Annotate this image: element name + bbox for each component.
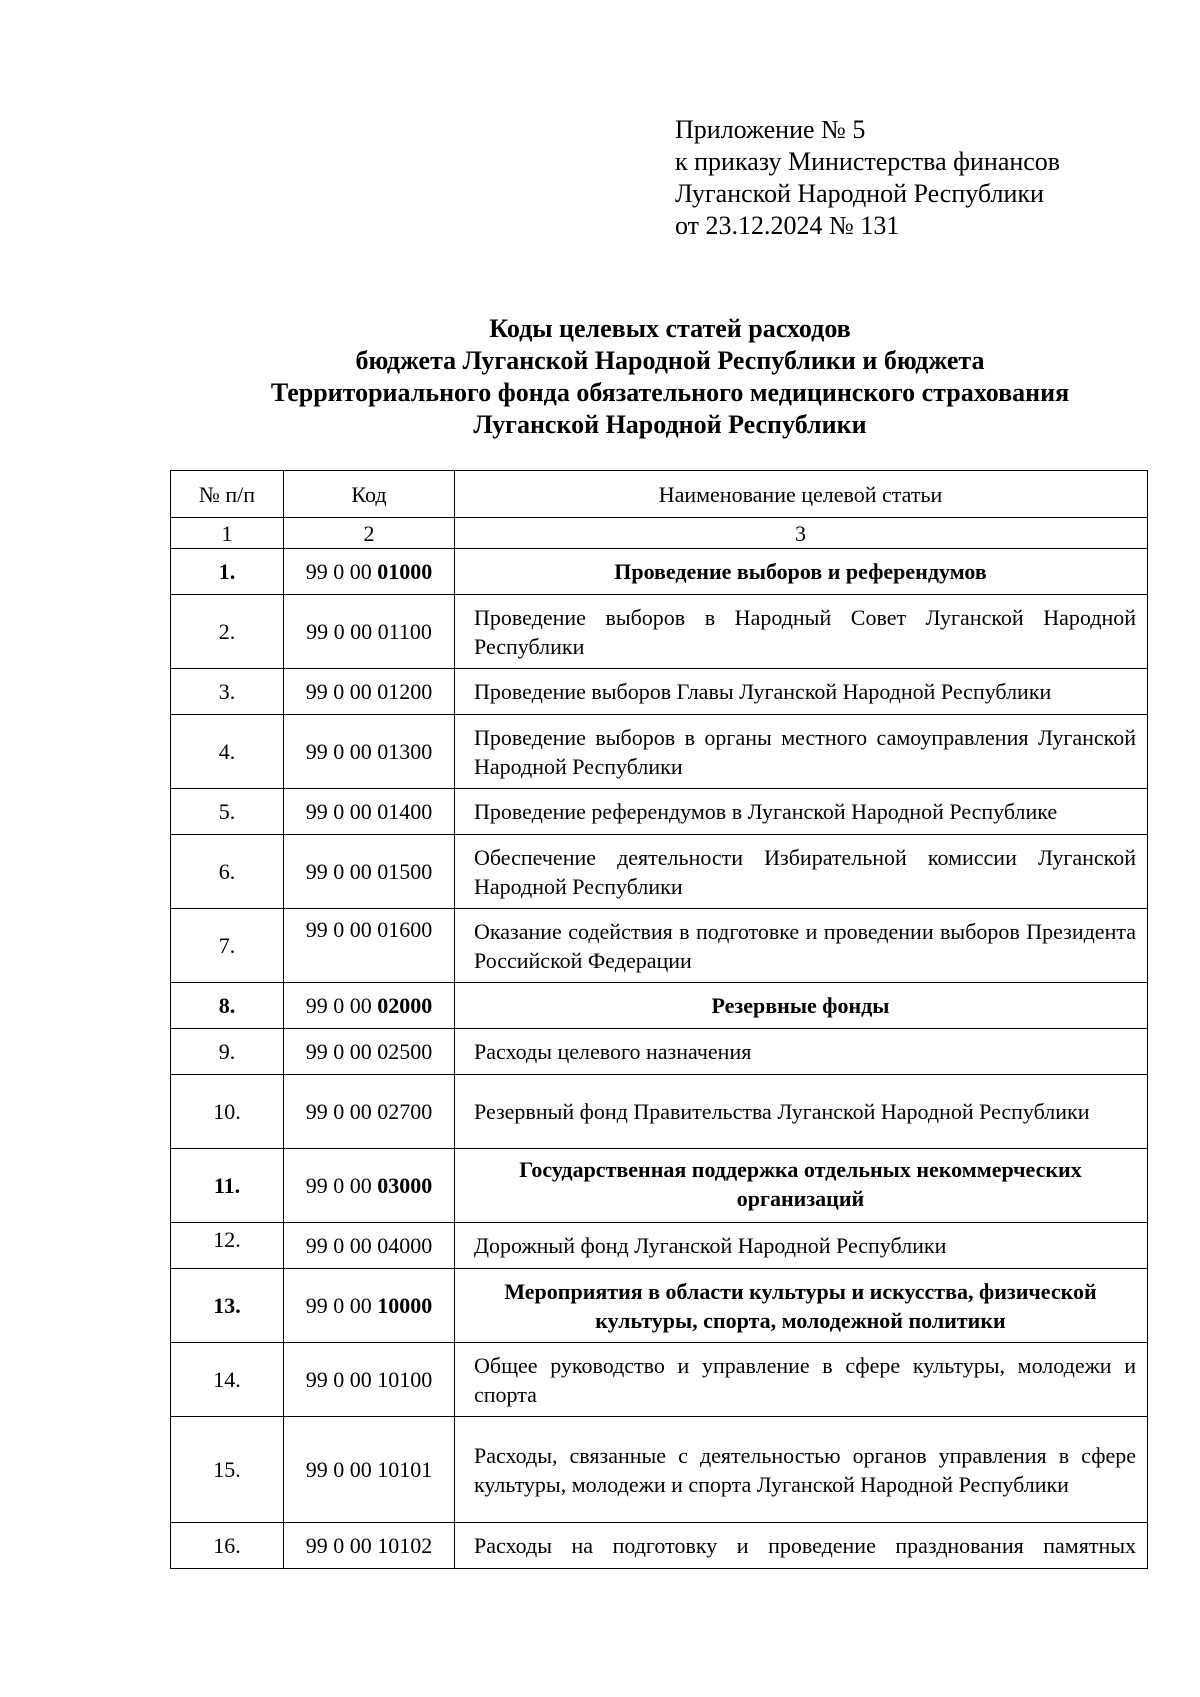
table-row — [171, 835, 1148, 909]
table-row — [171, 595, 1148, 669]
row-name: Проведение выборов в органы местного самоуправления Луганской Народной Республики — [455, 715, 1148, 789]
table-row — [171, 1223, 1148, 1269]
title-line-3: Территориального фонда обязательного медицинского страхования — [270, 378, 1070, 407]
row-name: Мероприятия в области культуры и искусства, физической культуры, спорта, молодежной политики — [455, 1269, 1148, 1343]
table-row — [171, 1523, 1148, 1569]
row-name: Государственная поддержка отдельных некоммерческих организаций — [455, 1149, 1148, 1223]
row-code: 99 0 00 10102 — [284, 1523, 455, 1569]
row-code — [284, 549, 455, 595]
row-num: 8. — [171, 983, 284, 1029]
row-num: 2. — [171, 595, 284, 669]
header-code: Код — [284, 471, 455, 518]
row-name: Резервный фонд Правительства Луганской Народной Республики — [455, 1075, 1148, 1149]
table-row — [171, 909, 1148, 983]
row-code: 99 0 00 01100 — [284, 595, 455, 669]
header-num: № п/п — [171, 471, 284, 518]
row-num: 11. — [171, 1149, 284, 1223]
row-name: Проведение выборов и референдумов — [455, 549, 1148, 595]
row-name: Проведение выборов в Народный Совет Луганской Народной Республики — [455, 595, 1148, 669]
row-code-suffix: 10000 — [377, 1293, 433, 1318]
table-row — [171, 1075, 1148, 1149]
row-code: 99 0 00 01400 — [284, 789, 455, 835]
row-num: 15. — [171, 1417, 284, 1523]
row-code: 99 0 00 04000 — [284, 1223, 455, 1269]
annex-block — [675, 114, 1060, 242]
row-name: Резервные фонды — [455, 983, 1148, 1029]
row-code-suffix: 02000 — [377, 993, 433, 1018]
row-num: 12. — [171, 1223, 284, 1269]
table-row — [171, 983, 1148, 1029]
table-row — [171, 1417, 1148, 1523]
row-code: 99 0 00 10101 — [284, 1417, 455, 1523]
row-code: 99 0 00 01500 — [284, 835, 455, 909]
row-name: Обеспечение деятельности Избирательной комиссии Луганской Народной Республики — [455, 835, 1148, 909]
row-num: 13. — [171, 1269, 284, 1343]
row-num: 4. — [171, 715, 284, 789]
row-name: Проведение выборов Главы Луганской Народной Республики — [455, 669, 1148, 715]
table-row — [171, 669, 1148, 715]
row-name: Расходы на подготовку и проведение празднования памятных — [455, 1523, 1148, 1569]
table-row — [171, 1029, 1148, 1075]
row-num: 6. — [171, 835, 284, 909]
row-name: Расходы, связанные с деятельностью органов управления в сфере культуры, молодежи и спорта Луганской Народной Республики — [455, 1417, 1148, 1523]
row-name: Общее руководство и управление в сфере культуры, молодежи и спорта — [455, 1343, 1148, 1417]
row-code: 99 0 00 01200 — [284, 669, 455, 715]
header-name: Наименование целевой статьи — [455, 471, 1148, 518]
row-num: 14. — [171, 1343, 284, 1417]
row-code: 99 0 00 10100 — [284, 1343, 455, 1417]
row-num: 7. — [171, 909, 284, 983]
row-code-prefix: 99 0 00 — [305, 559, 378, 584]
title-line-1: Коды целевых статей расходов — [489, 314, 851, 343]
codes-table — [170, 470, 1148, 1569]
row-code-suffix: 03000 — [377, 1173, 433, 1198]
table-header-row — [171, 471, 1148, 518]
row-name: Дорожный фонд Луганской Народной Республики — [455, 1223, 1148, 1269]
row-code-suffix: 01000 — [377, 559, 433, 584]
row-code-prefix: 99 0 00 — [305, 1293, 378, 1318]
row-num: 1. — [171, 549, 284, 595]
row-num: 10. — [171, 1075, 284, 1149]
table-row — [171, 789, 1148, 835]
annex-line-1: Приложение № 5 — [675, 115, 866, 144]
row-name: Расходы целевого назначения — [455, 1029, 1148, 1075]
row-name: Оказание содействия в подготовке и проведении выборов Президента Российской Федерации — [455, 909, 1148, 983]
row-num: 16. — [171, 1523, 284, 1569]
title-line-4: Луганской Народной Республики — [473, 410, 867, 439]
annex-line-4: от 23.12.2024 № 131 — [675, 211, 900, 240]
row-code: 99 0 00 01300 — [284, 715, 455, 789]
row-num: 3. — [171, 669, 284, 715]
row-num: 9. — [171, 1029, 284, 1075]
row-code-prefix: 99 0 00 — [305, 993, 378, 1018]
row-num: 5. — [171, 789, 284, 835]
colnum-3: 3 — [455, 518, 1148, 549]
table-row — [171, 1343, 1148, 1417]
colnum-1: 1 — [171, 518, 284, 549]
title-line-2: бюджета Луганской Народной Республики и бюджета — [355, 346, 985, 375]
annex-line-3: Луганской Народной Республики — [675, 179, 1044, 208]
table-row — [171, 715, 1148, 789]
row-code — [284, 1269, 455, 1343]
table-row — [171, 1269, 1148, 1343]
colnum-2: 2 — [284, 518, 455, 549]
table-row — [171, 549, 1148, 595]
annex-line-2: к приказу Министерства финансов — [675, 147, 1061, 176]
table-row — [171, 1149, 1148, 1223]
row-code: 99 0 00 02700 — [284, 1075, 455, 1149]
row-code — [284, 983, 455, 1029]
row-name: Проведение референдумов в Луганской Народной Республике — [455, 789, 1148, 835]
row-code: 99 0 00 02500 — [284, 1029, 455, 1075]
document-title — [170, 313, 1170, 441]
row-code-prefix: 99 0 00 — [305, 1173, 378, 1198]
row-code: 99 0 00 01600 — [284, 909, 455, 983]
table-colnum-row — [171, 518, 1148, 549]
row-code — [284, 1149, 455, 1223]
